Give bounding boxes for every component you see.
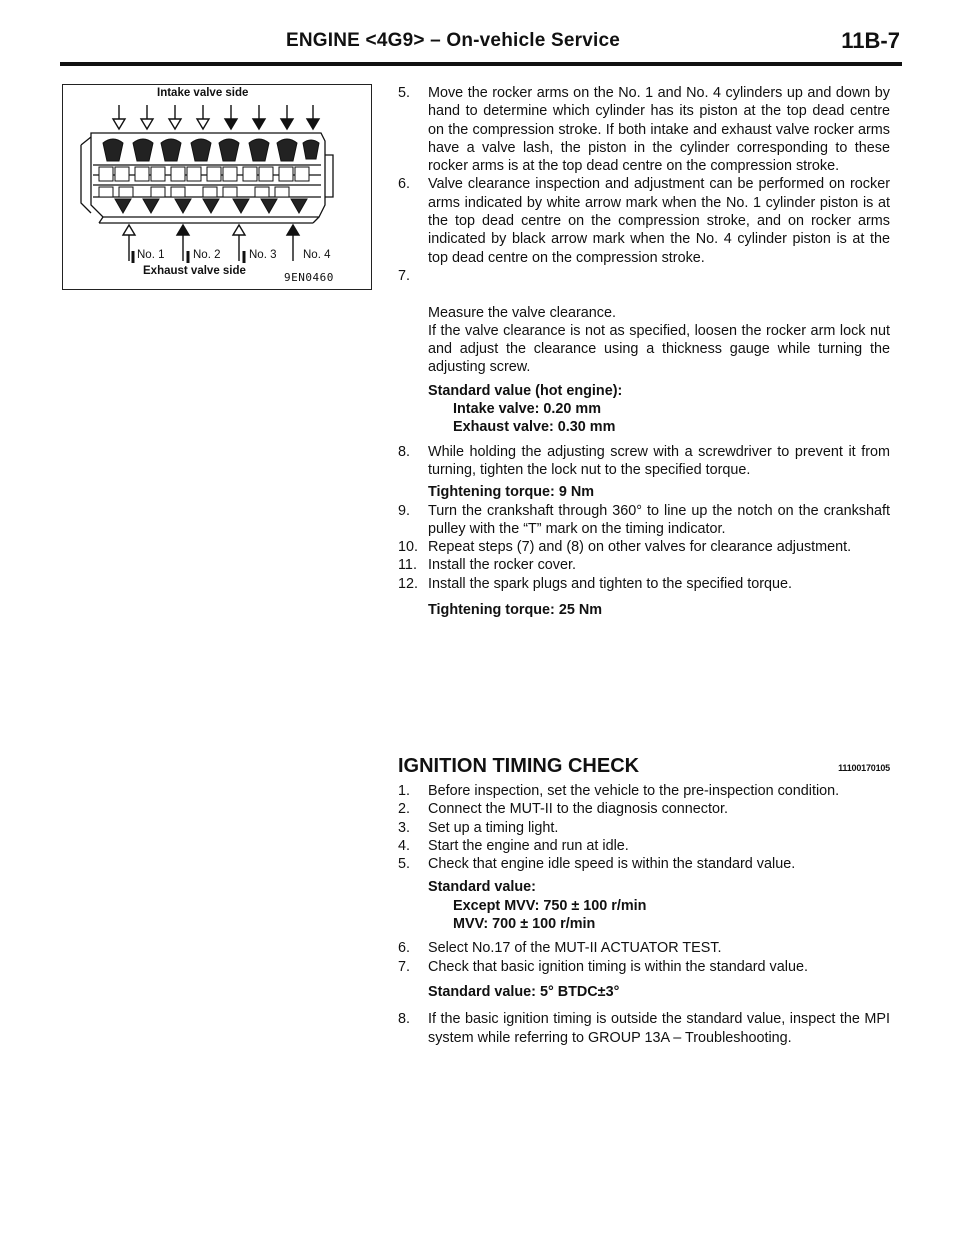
cylinder-label-3: No. 3 bbox=[249, 249, 277, 261]
step-text: Start the engine and run at idle. bbox=[428, 837, 629, 854]
page-number: 11B-7 bbox=[841, 28, 900, 53]
list-item bbox=[398, 819, 890, 837]
spec-except-mvv: Except MVV: 750 ± 100 r/min bbox=[453, 897, 647, 914]
step-number: 6. bbox=[398, 940, 411, 957]
timing-spec: Standard value: 5° BTDC±3° bbox=[428, 983, 620, 1000]
list-item bbox=[398, 958, 890, 976]
header-rule bbox=[60, 62, 902, 66]
torque-spec-1: Tightening torque: 9 Nm bbox=[428, 484, 595, 501]
spec-label: Standard value: bbox=[428, 879, 536, 896]
step-number: 10. bbox=[398, 539, 419, 556]
list-item bbox=[398, 939, 890, 957]
cylinder-label-4: No. 4 bbox=[303, 249, 331, 261]
step-text: Before inspection, set the vehicle to the pre-inspection condition. bbox=[428, 783, 840, 799]
idle-speed-spec bbox=[398, 878, 890, 933]
step-number: 12. bbox=[398, 575, 419, 592]
list-item bbox=[398, 443, 890, 480]
list-item bbox=[398, 782, 890, 800]
step-text: While holding the adjusting screw with a screwdriver to prevent it from turning, tighten the lock nut to the specified torque. bbox=[428, 443, 890, 478]
list-item bbox=[398, 84, 890, 175]
step-number: 9. bbox=[398, 502, 411, 519]
step-number: 7. bbox=[398, 958, 411, 975]
list-item bbox=[398, 1010, 890, 1047]
step-text: Move the rocker arms on the No. 1 and No. 4 cylinders up and down by hand to determine which cylinder has its piston at the top dead centre on the compression stroke. If both intake and exhaust valve rocker arms have a valve lash, the piston in the cylinder corresponding to these rocker arms is at the top dead centre on the compression stroke. bbox=[428, 85, 890, 175]
step-text: Check that basic ignition timing is within the standard value. bbox=[428, 958, 808, 975]
step-number: 8. bbox=[398, 1011, 411, 1028]
step-text: Measure the valve clearance. If the valve clearance is not as specified, loosen the rocker arm lock nut and adjust the clearance using a thickness gauge while turning the adjusting screw. bbox=[428, 304, 890, 376]
ignition-timing-section bbox=[398, 755, 890, 1046]
step-text: Set up a timing light. bbox=[428, 819, 559, 836]
step-text: Select No.17 of the MUT-II ACTUATOR TEST. bbox=[428, 940, 722, 957]
section-code: 11100170105 bbox=[838, 763, 890, 773]
ignition-steps bbox=[398, 782, 890, 1047]
list-item bbox=[398, 538, 890, 556]
spec-label: Standard value (hot engine): bbox=[428, 382, 623, 399]
step-number: 6. bbox=[398, 176, 411, 193]
step-number: 7. bbox=[398, 267, 411, 284]
step-text: If the basic ignition timing is outside the standard value, inspect the MPI system while referring to GROUP 13A – Troubleshooting. bbox=[428, 1011, 890, 1046]
spec-mvv: MVV: 700 ± 100 r/min bbox=[453, 916, 596, 933]
list-item bbox=[398, 267, 890, 377]
figure-code: 9EN0460 bbox=[284, 271, 334, 284]
torque-spec-2: Tightening torque: 25 Nm bbox=[428, 602, 603, 619]
step-number: 5. bbox=[398, 85, 411, 101]
step-text: Check that engine idle speed is within the standard value. bbox=[428, 856, 796, 873]
list-item bbox=[398, 556, 890, 574]
step-number: 5. bbox=[398, 856, 411, 873]
step-text: Turn the crankshaft through 360° to line up the notch on the crankshaft pulley with the “T” mark on the timing indicator. bbox=[428, 502, 890, 537]
step-text: Connect the MUT-II to the diagnosis connector. bbox=[428, 801, 728, 818]
list-item bbox=[398, 855, 890, 873]
step-number: 8. bbox=[398, 443, 411, 460]
cylinder-label-2: No. 2 bbox=[193, 249, 221, 261]
step-text: Repeat steps (7) and (8) on other valves for clearance adjustment. bbox=[428, 539, 852, 556]
valve-diagram-figure bbox=[62, 84, 372, 290]
section-heading: IGNITION TIMING CHECK bbox=[398, 755, 640, 777]
list-item bbox=[398, 502, 890, 539]
valve-clearance-steps bbox=[398, 84, 890, 625]
step-number: 1. bbox=[398, 783, 411, 799]
spec-exhaust-value: Exhaust valve: 0.30 mm bbox=[453, 419, 616, 436]
step-number: 11. bbox=[398, 557, 417, 574]
valve-clearance-spec bbox=[398, 382, 890, 437]
list-item bbox=[398, 800, 890, 818]
step-text: Valve clearance inspection and adjustment can be performed on rocker arms indicated by white arrow mark when the No. 1 cylinder piston is at the top dead centre on the compression stroke, and on rocker arms indicated by black arrow mark when the No. 4 cylinder piston is at the top dead centre on the compression stroke. bbox=[428, 176, 890, 266]
list-item bbox=[398, 837, 890, 855]
step-number: 3. bbox=[398, 819, 411, 836]
list-item bbox=[398, 575, 890, 593]
exhaust-valve-side-label: Exhaust valve side bbox=[143, 265, 246, 277]
page-title: ENGINE <4G9> – On-vehicle Service bbox=[286, 30, 620, 51]
step-number: 4. bbox=[398, 837, 411, 854]
step-number: 2. bbox=[398, 801, 411, 818]
intake-valve-side-label: Intake valve side bbox=[157, 87, 249, 99]
step-text: Install the rocker cover. bbox=[428, 557, 576, 574]
list-item bbox=[398, 175, 890, 266]
spec-intake-value: Intake valve: 0.20 mm bbox=[453, 401, 601, 418]
step-text: Install the spark plugs and tighten to the specified torque. bbox=[428, 575, 792, 592]
cylinder-label-1: No. 1 bbox=[137, 249, 165, 261]
